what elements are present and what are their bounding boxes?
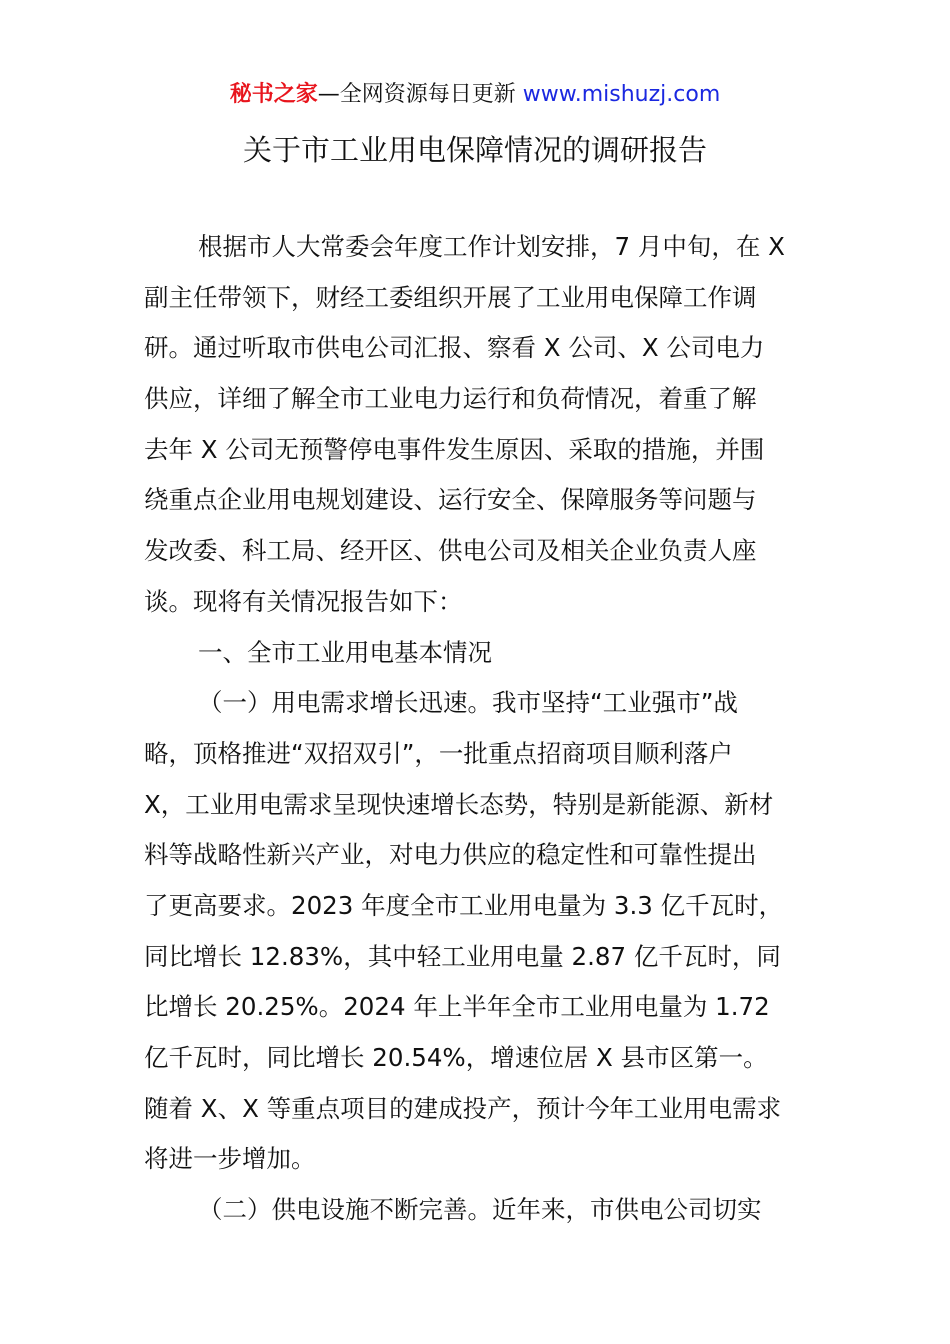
paragraph-line: 了更高要求。2023 年度全市工业用电量为 3.3 亿千瓦时，: [144, 890, 784, 920]
site-url-link[interactable]: www.mishuzj.com: [522, 82, 721, 107]
paragraph-line: 随着 X、X 等重点项目的建成投产，预计今年工业用电需求: [144, 1093, 782, 1123]
paragraph-line: （一）用电需求增长迅速。我市坚持“工业强市”战: [198, 688, 738, 718]
paragraph-line: 比增长 20.25%。2024 年上半年全市工业用电量为 1.72: [144, 992, 770, 1022]
paragraph-line: 去年 X 公司无预警停电事件发生原因、采取的措施，并围: [144, 434, 765, 464]
brand-name: 秘书之家: [229, 82, 318, 107]
paragraph-line: 供应，详细了解全市工业电力运行和负荷情况，着重了解: [144, 384, 757, 414]
paragraph-line: 副主任带领下，财经工委组织开展了工业用电保障工作调: [144, 282, 757, 312]
section-heading: 一、全市工业用电基本情况: [198, 637, 492, 667]
document-title: 关于市工业用电保障情况的调研报告: [242, 133, 707, 167]
paragraph-line: X，工业用电需求呈现快速增长态势，特别是新能源、新材: [144, 789, 774, 819]
paragraph-line: 同比增长 12.83%，其中轻工业用电量 2.87 亿千瓦时，同: [144, 941, 781, 971]
paragraph-line: 谈。现将有关情况报告如下：: [144, 586, 463, 616]
header-slogan: —全网资源每日更新: [317, 82, 516, 107]
document-body: [144, 222, 814, 1236]
paragraph-line: 料等战略性新兴产业，对电力供应的稳定性和可靠性提出: [144, 840, 757, 870]
paragraph-line: 略，顶格推进“双招双引”，一批重点招商项目顺利落户: [144, 738, 733, 768]
paragraph-line: 将进一步增加。: [144, 1144, 316, 1174]
site-header: [0, 80, 950, 110]
paragraph-line: 根据市人大常委会年度工作计划安排，7 月中旬，在 X: [198, 232, 785, 261]
paragraph-line: 亿千瓦时，同比增长 20.54%，增速位居 X 县市区第一。: [144, 1043, 768, 1072]
paragraph-line: 绕重点企业用电规划建设、运行安全、保障服务等问题与: [144, 485, 757, 515]
paragraph-line: 研。通过听取市供电公司汇报、察看 X 公司、X 公司电力: [144, 333, 765, 363]
paragraph-line: 发改委、科工局、经开区、供电公司及相关企业负责人座: [144, 536, 757, 566]
paragraph-line: （二）供电设施不断完善。近年来，市供电公司切实: [198, 1195, 762, 1225]
